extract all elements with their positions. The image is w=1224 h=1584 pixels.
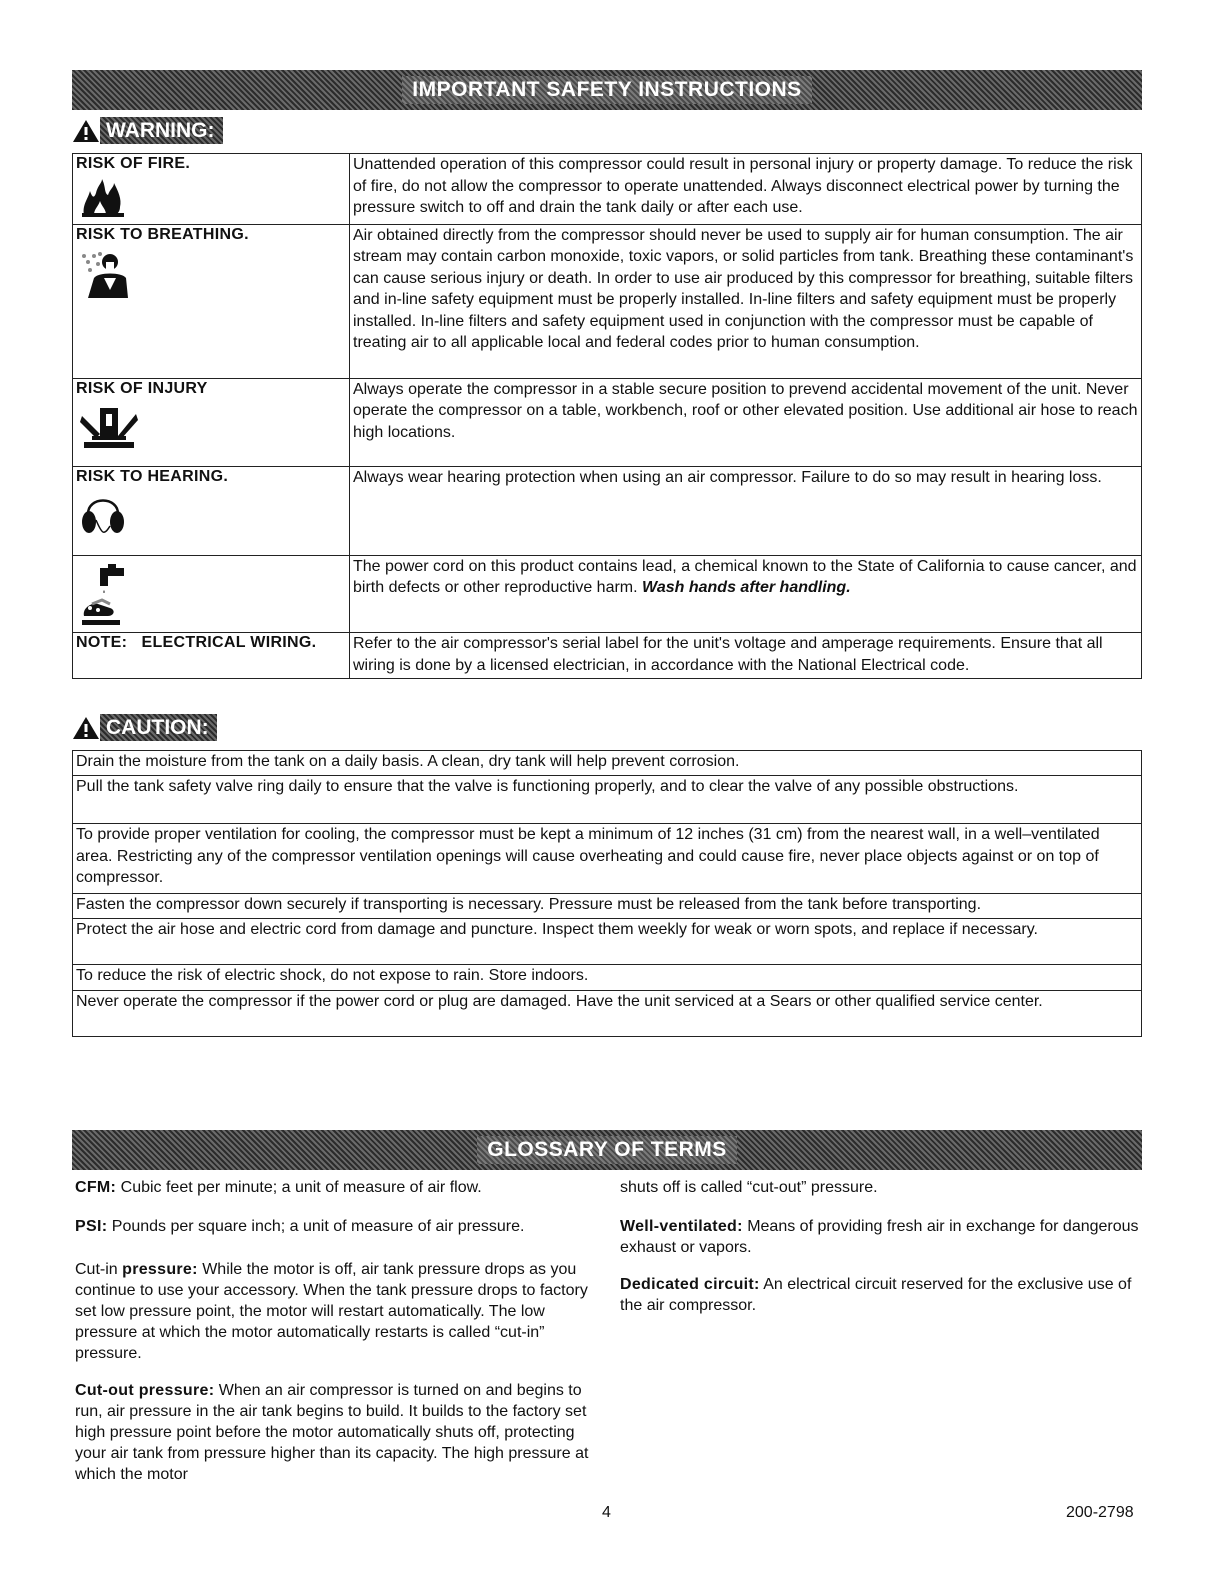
glossary-term: PSI: — [75, 1218, 108, 1235]
wash-hands-icon — [80, 564, 130, 626]
risk-title-cell — [73, 224, 350, 378]
glossary-term: Well-ventilated: — [620, 1218, 743, 1235]
table-row — [73, 824, 1142, 894]
respirator-icon — [80, 248, 130, 300]
page-number: 4 — [602, 1504, 611, 1521]
glossary-left-column — [75, 1177, 595, 1501]
table-row — [73, 991, 1142, 1037]
risk-emphasis: Wash hands after handling. — [642, 579, 851, 596]
risk-title: RISK OF FIRE. — [76, 155, 191, 172]
risk-text: Unattended operation of this compressor could result in personal injury or property damage. To reduce the risk of fire, do not allow the compressor to operate unattended. Always disconnect electrical power by turning the pressure switch to off and drain the tank daily or after each use. — [350, 154, 1142, 225]
risk-text-cell — [350, 555, 1142, 633]
caution-item: To reduce the risk of electric shock, do not expose to rain. Store indoors. — [73, 965, 1142, 991]
glossary-entry — [75, 1216, 595, 1237]
risk-title: RISK TO HEARING. — [76, 467, 229, 485]
table-row — [73, 466, 1142, 555]
glossary-banner — [72, 1130, 1142, 1170]
glossary-banner-title: GLOSSARY OF TERMS — [477, 1136, 737, 1164]
risk-table — [72, 153, 1142, 679]
caution-header — [72, 714, 217, 741]
injury-icon — [80, 402, 138, 452]
table-row — [73, 378, 1142, 466]
glossary-term: CFM: — [75, 1179, 117, 1196]
glossary-entry — [75, 1259, 595, 1364]
fire-icon — [80, 177, 126, 217]
caution-item: Pull the tank safety valve ring daily to ensure that the valve is functioning properly, and to clear the valve of any possible obstructions. — [73, 776, 1142, 824]
warning-header — [72, 117, 223, 144]
document-number: 200-2798 — [1066, 1504, 1134, 1521]
glossary-entry — [75, 1177, 595, 1198]
ear-protection-icon — [80, 490, 126, 540]
table-row — [73, 776, 1142, 824]
glossary-entry — [620, 1177, 1140, 1198]
glossary-entry — [620, 1274, 1140, 1316]
caution-table — [72, 750, 1142, 1037]
table-row — [73, 751, 1142, 776]
risk-text: Always operate the compressor in a stable secure position to prevend accidental movement of the unit. Never operate the compressor on a table, workbench, roof or other elevated position. Use additional air hose to reach high locations. — [350, 378, 1142, 466]
risk-title: RISK OF INJURY — [76, 379, 208, 397]
safety-banner-title: IMPORTANT SAFETY INSTRUCTIONS — [402, 76, 811, 104]
glossary-pre: Cut-in — [75, 1261, 123, 1278]
caution-item: To provide proper ventilation for cooling, the compressor must be kept a minimum of 12 inches (31 cm) from the nearest wall, in a well–ventilated area. Restricting any of the compressor ventilation openings will cause overheating and could cause fire, never place objects against or on top of compressor. — [73, 824, 1142, 894]
table-row — [73, 555, 1142, 633]
risk-title-cell — [73, 154, 350, 225]
glossary-term: Dedicated circuit: — [620, 1276, 760, 1293]
warning-label: WARNING: — [100, 117, 223, 144]
table-row — [73, 154, 1142, 225]
caution-item: Protect the air hose and electric cord from damage and puncture. Inspect them weekly for weak or worn spots, and replace if necessary. — [73, 919, 1142, 965]
table-row — [73, 633, 1142, 679]
glossary-definition: An electrical circuit reserved for the exclusive use of the air compressor. — [620, 1276, 1132, 1314]
table-row — [73, 894, 1142, 919]
glossary-definition: Cubic feet per minute; a unit of measure of air flow. — [116, 1179, 482, 1196]
table-row — [73, 919, 1142, 965]
risk-text: Always wear hearing protection when using an air compressor. Failure to do so may result in hearing loss. — [350, 466, 1142, 555]
risk-title-cell — [73, 466, 350, 555]
risk-title: NOTE: ELECTRICAL WIRING. — [76, 634, 317, 651]
glossary-definition: Pounds per square inch; a unit of measure of air pressure. — [107, 1218, 525, 1235]
risk-text: Refer to the air compressor's serial label for the unit's voltage and amperage requirements. Ensure that all wiring is done by a licensed electrician, in accordance with the National Electrical code. — [350, 633, 1142, 679]
risk-text: Air obtained directly from the compressor should never be used to supply air for human consumption. The air stream may contain carbon monoxide, toxic vapors, or solid particles from tank. Breathing these contaminant's can cause serious injury or death. In order to use air produced by this compressor for breathing, suitable filters and in-line safety equipment must be properly installed. In-line filters and safety equipment must be properly installed. In-line filters and safety equipment used in conjunction with the compressor must be capable of treating air to all applicable local and federal codes prior to human consumption. — [350, 224, 1142, 378]
glossary-right-column — [620, 1177, 1140, 1332]
table-row — [73, 224, 1142, 378]
glossary-term: Cut-out pressure: — [75, 1382, 215, 1399]
glossary-definition: Means of providing fresh air in exchange for dangerous exhaust or vapors. — [620, 1218, 1139, 1256]
safety-banner — [72, 70, 1142, 110]
risk-text: The power cord on this product contains lead, a chemical known to the State of California to cause cancer, and birth defects or other reproductive harm. — [353, 557, 1137, 596]
risk-title: RISK TO BREATHING. — [76, 225, 249, 243]
glossary-term: pressure: — [122, 1261, 198, 1278]
warning-triangle-icon — [72, 119, 100, 143]
caution-item: Never operate the compressor if the power cord or plug are damaged. Have the unit serviced at a Sears or other qualified service center. — [73, 991, 1142, 1037]
glossary-entry — [75, 1380, 595, 1485]
glossary-definition: shuts off is called “cut-out” pressure. — [620, 1179, 878, 1196]
risk-title-cell — [73, 378, 350, 466]
caution-label: CAUTION: — [100, 714, 217, 741]
glossary-entry — [620, 1216, 1140, 1258]
caution-item: Fasten the compressor down securely if transporting is necessary. Pressure must be released from the tank before transporting. — [73, 894, 1142, 919]
caution-item: Drain the moisture from the tank on a daily basis. A clean, dry tank will help prevent corrosion. — [73, 751, 1142, 776]
glossary-definition: When an air compressor is turned on and begins to run, air pressure in the air tank begins to build. It builds to the factory set high pressure point before the motor automatically shuts off, protecting your air tank from pressure higher than its capacity. The high pressure at which the motor — [75, 1382, 589, 1483]
glossary-definition: While the motor is off, air tank pressure drops as you continue to use your accessory. When the tank pressure drops to factory set low pressure point, the motor will restart automatically. The low pressure at which the motor automatically restarts is called “cut-in” pressure. — [75, 1261, 588, 1362]
warning-triangle-icon — [72, 716, 100, 740]
risk-title-cell — [73, 555, 350, 633]
risk-title-cell — [73, 633, 350, 679]
table-row — [73, 965, 1142, 991]
